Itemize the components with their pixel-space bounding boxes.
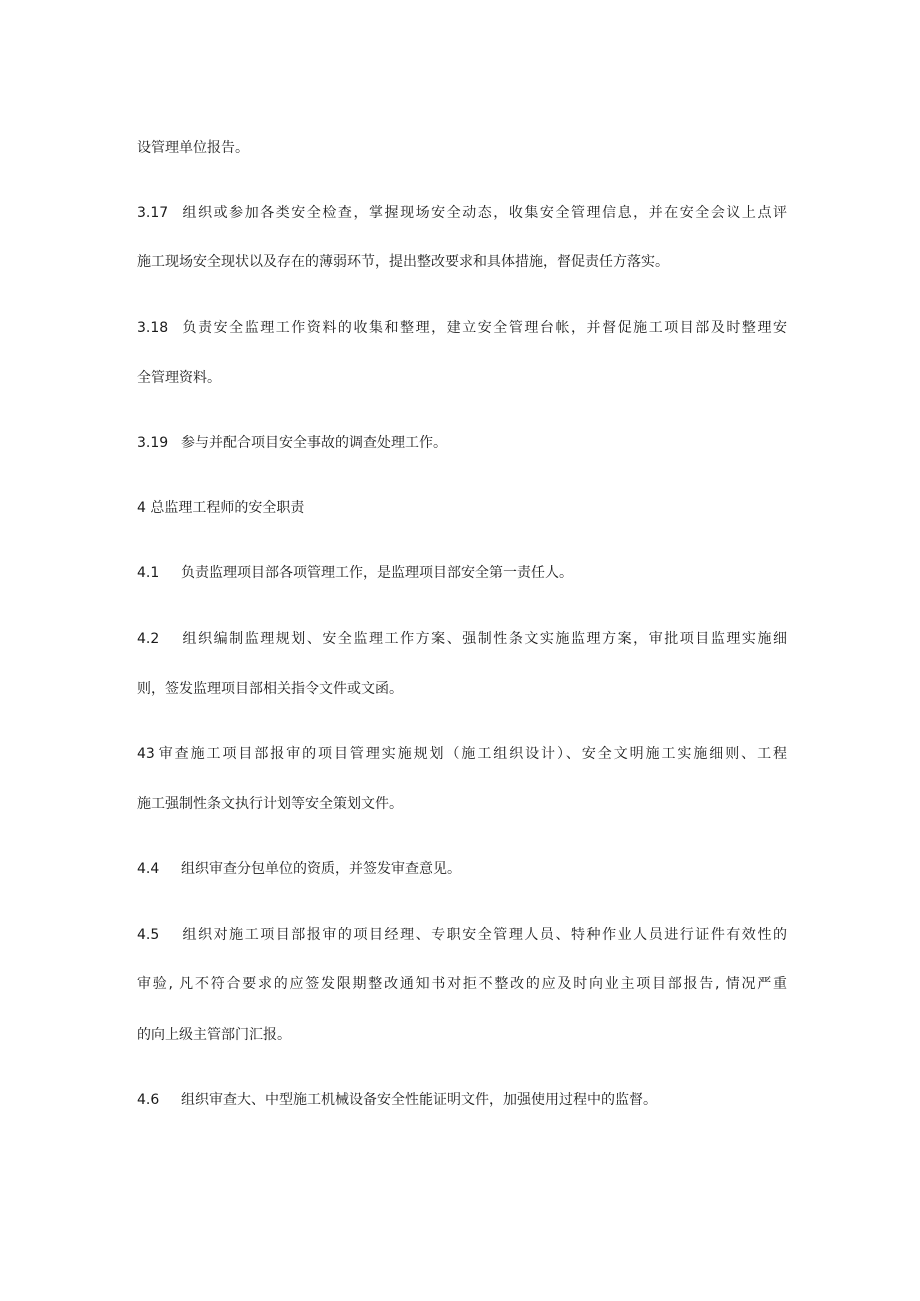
clause-4-2-line-1 [137,627,787,651]
text: 负责安全监理工作资料的收集和整理，建立安全管理台帐，并督促施工项目部及时整理安 [181,320,787,336]
clause-4-4-line-1 [137,857,787,881]
clause-4-3-line-2 [137,792,787,816]
heading-text: 4 总监理工程师的安全职责 [137,500,305,516]
clause-number: 4.1 [137,565,160,581]
clause-4-2-line-2 [137,677,787,701]
text: 全管理资料。 [137,370,221,386]
clause-number: 3.18 [137,320,169,336]
clause-4-5-line-2 [137,972,787,996]
clause-number: 43 [137,746,155,762]
clause-number: 3.17 [137,205,169,221]
clause-4-3-line-1 [137,742,787,766]
text: 组织对施工项目部报审的项目经理、专职安全管理人员、特种作业人员进行证件有效性的 [181,927,787,943]
section-heading [137,496,787,520]
clause-3-17-line-2 [137,250,787,274]
text: 施工强制性条文执行计划等安全策划文件。 [137,796,403,812]
clause-3-17-line-1 [137,201,787,225]
text: 设管理单位报告。 [137,140,249,156]
text: 组织或参加各类安全检查，掌握现场安全动态，收集安全管理信息，并在安全会议上点评 [181,205,787,221]
text: 则，签发监理项目部相关指令文件或文函。 [137,681,403,697]
text: 施工现场安全现状以及存在的薄弱环节，提出整改要求和具体措施，督促责任方落实。 [137,254,669,270]
clause-3-18-line-1 [137,316,787,340]
text: 组织审查大、中型施工机械设备安全性能证明文件，加强使用过程中的监督。 [181,1092,657,1108]
text: 组织编制监理规划、安全监理工作方案、强制性条文实施监理方案，审批项目监理实施细 [181,631,787,647]
clause-number: 4.6 [137,1092,160,1108]
clause-number: 4.5 [137,927,160,943]
clause-4-5-line-1 [137,923,787,947]
clause-4-6-line-1 [137,1088,787,1112]
paragraph-line [137,136,787,160]
text: 参与并配合项目安全事故的调查处理工作。 [181,435,447,451]
clause-number: 3.19 [137,435,169,451]
text: 审验, 凡不符合要求的应签发限期整改通知书对拒不整改的应及时向业主项目部报告, 情况严重 [137,976,787,992]
clause-4-5-line-3 [137,1023,787,1047]
clause-4-1-line-1 [137,561,787,585]
text: 审查施工项目部报审的项目管理实施规划（施工组织设计）、安全文明施工实施细则、工程 [156,746,787,762]
text: 组织审查分包单位的资质，并签发审查意见。 [181,861,461,877]
text: 负责监理项目部各项管理工作，是监理项目部安全第一责任人。 [181,565,573,581]
text: 的向上级主管部门汇报。 [137,1027,291,1043]
clause-number: 4.2 [137,631,160,647]
clause-number: 4.4 [137,861,160,877]
clause-3-19-line-1 [137,431,787,455]
clause-3-18-line-2 [137,366,787,390]
